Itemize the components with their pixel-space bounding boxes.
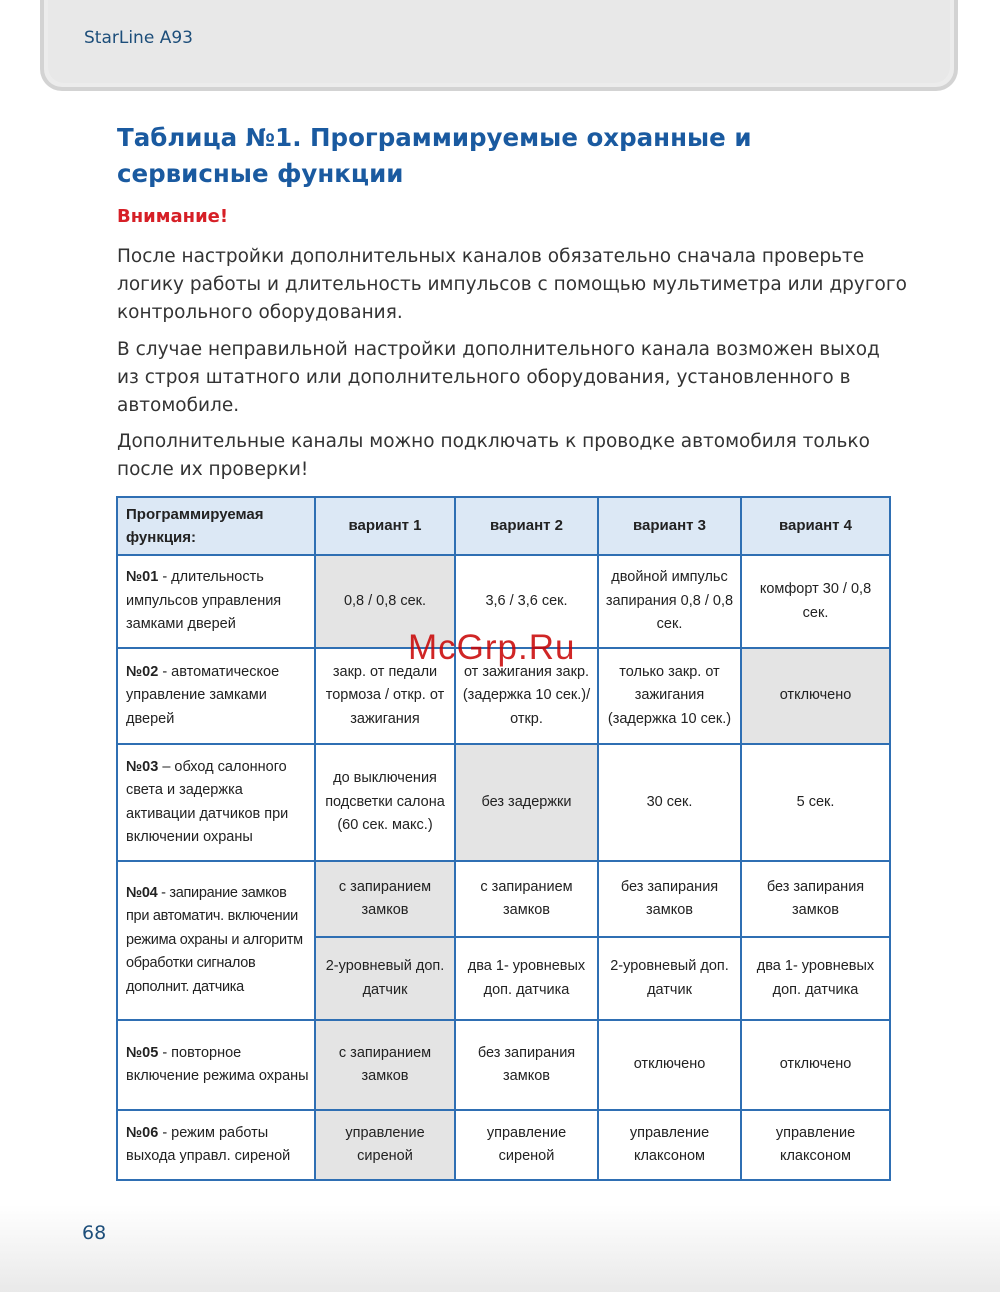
table-cell: без запирания замков bbox=[741, 861, 890, 937]
function-cell bbox=[117, 555, 315, 648]
table-row bbox=[117, 1110, 890, 1180]
function-desc: - повторное включение режима охраны bbox=[126, 1044, 309, 1084]
table-cell: 30 сек. bbox=[598, 744, 741, 861]
warning-paragraph-1: После настройки дополнительных каналов обязательно сначала проверьте логику работы и длительность импульсов с помощью мультиметра или другого контрольного оборудования. bbox=[117, 246, 907, 323]
table-cell: без запирания замков bbox=[455, 1020, 598, 1110]
table-cell: без задержки bbox=[455, 744, 598, 861]
table-cell: 2-уровневый доп. датчик bbox=[315, 937, 455, 1020]
table-cell: 5 сек. bbox=[741, 744, 890, 861]
header-function: Программируемая функция: bbox=[117, 497, 315, 555]
header-product: StarLine A93 bbox=[84, 28, 193, 48]
table-cell: 3,6 / 3,6 сек. bbox=[455, 555, 598, 648]
table-cell: 0,8 / 0,8 сек. bbox=[315, 555, 455, 648]
function-cell bbox=[117, 861, 315, 1020]
function-cell bbox=[117, 1020, 315, 1110]
table-cell: два 1- уровневых доп. датчика bbox=[455, 937, 598, 1020]
table-cell: управление клаксоном bbox=[741, 1110, 890, 1180]
table-cell: отключено bbox=[741, 1020, 890, 1110]
table-cell: закр. от педали тормоза / откр. от зажигания bbox=[315, 648, 455, 744]
page-title: Таблица №1. Программируемые охранные и сервисные функции bbox=[117, 123, 752, 188]
function-desc: – обход салонного света и задержка активации датчиков при включении охраны bbox=[126, 758, 289, 845]
function-cell bbox=[117, 648, 315, 744]
header-variant-1: вариант 1 bbox=[315, 497, 455, 555]
header-variant-2: вариант 2 bbox=[455, 497, 598, 555]
header-variant-4: вариант 4 bbox=[741, 497, 890, 555]
function-code: №06 bbox=[126, 1124, 159, 1141]
table-cell: с запиранием замков bbox=[315, 861, 455, 937]
function-desc: - запирание замков при автоматич. включении режима охраны и алгоритм обработки сигналов дополнит. датчика bbox=[126, 884, 303, 995]
warning-label: Внимание! bbox=[117, 206, 229, 227]
table-cell: двойной импульс запирания 0,8 / 0,8 сек. bbox=[598, 555, 741, 648]
warning-paragraph-3: Дополнительные каналы можно подключать к проводке автомобиля только после их проверки! bbox=[117, 431, 870, 480]
table-cell: два 1- уровневых доп. датчика bbox=[741, 937, 890, 1020]
table-cell: до выключения подсветки салона (60 сек. макс.) bbox=[315, 744, 455, 861]
function-code: №04 bbox=[126, 884, 158, 901]
table-row bbox=[117, 744, 890, 861]
function-cell bbox=[117, 744, 315, 861]
table-cell: с запиранием замков bbox=[455, 861, 598, 937]
function-code: №05 bbox=[126, 1044, 159, 1061]
function-code: №02 bbox=[126, 663, 159, 680]
table-row bbox=[117, 1020, 890, 1110]
function-cell bbox=[117, 1110, 315, 1180]
table-cell: отключено bbox=[598, 1020, 741, 1110]
table-header-row bbox=[117, 497, 890, 555]
function-desc: - режим работы выхода управл. сиреной bbox=[126, 1124, 291, 1164]
function-desc: - длительность импульсов управления замками дверей bbox=[126, 569, 282, 633]
table-cell: 2-уровневый доп. датчик bbox=[598, 937, 741, 1020]
table-cell: комфорт 30 / 0,8 сек. bbox=[741, 555, 890, 648]
table-cell: отключено bbox=[741, 648, 890, 744]
table-row bbox=[117, 861, 890, 937]
table-cell: с запиранием замков bbox=[315, 1020, 455, 1110]
function-code: №03 bbox=[126, 758, 159, 775]
functions-table bbox=[116, 496, 891, 1181]
table-cell: без запирания замков bbox=[598, 861, 741, 937]
table-cell: управление сиреной bbox=[315, 1110, 455, 1180]
function-desc: - автоматическое управление замками дверей bbox=[126, 663, 280, 727]
warning-paragraph-2: В случае неправильной настройки дополнительного канала возможен выход из строя штатного или дополнительного оборудования, установленного в автомобиле. bbox=[117, 339, 880, 416]
watermark: McGrp.Ru bbox=[408, 628, 576, 667]
table-cell: только закр. от зажигания (задержка 10 сек.) bbox=[598, 648, 741, 744]
page-number: 68 bbox=[82, 1222, 107, 1244]
table-cell: управление клаксоном bbox=[598, 1110, 741, 1180]
header-variant-3: вариант 3 bbox=[598, 497, 741, 555]
function-code: №01 bbox=[126, 569, 159, 586]
table-cell: от зажигания закр. (задержка 10 сек.)/откр. bbox=[455, 648, 598, 744]
table-cell: управление сиреной bbox=[455, 1110, 598, 1180]
footer-band bbox=[0, 1205, 1000, 1292]
